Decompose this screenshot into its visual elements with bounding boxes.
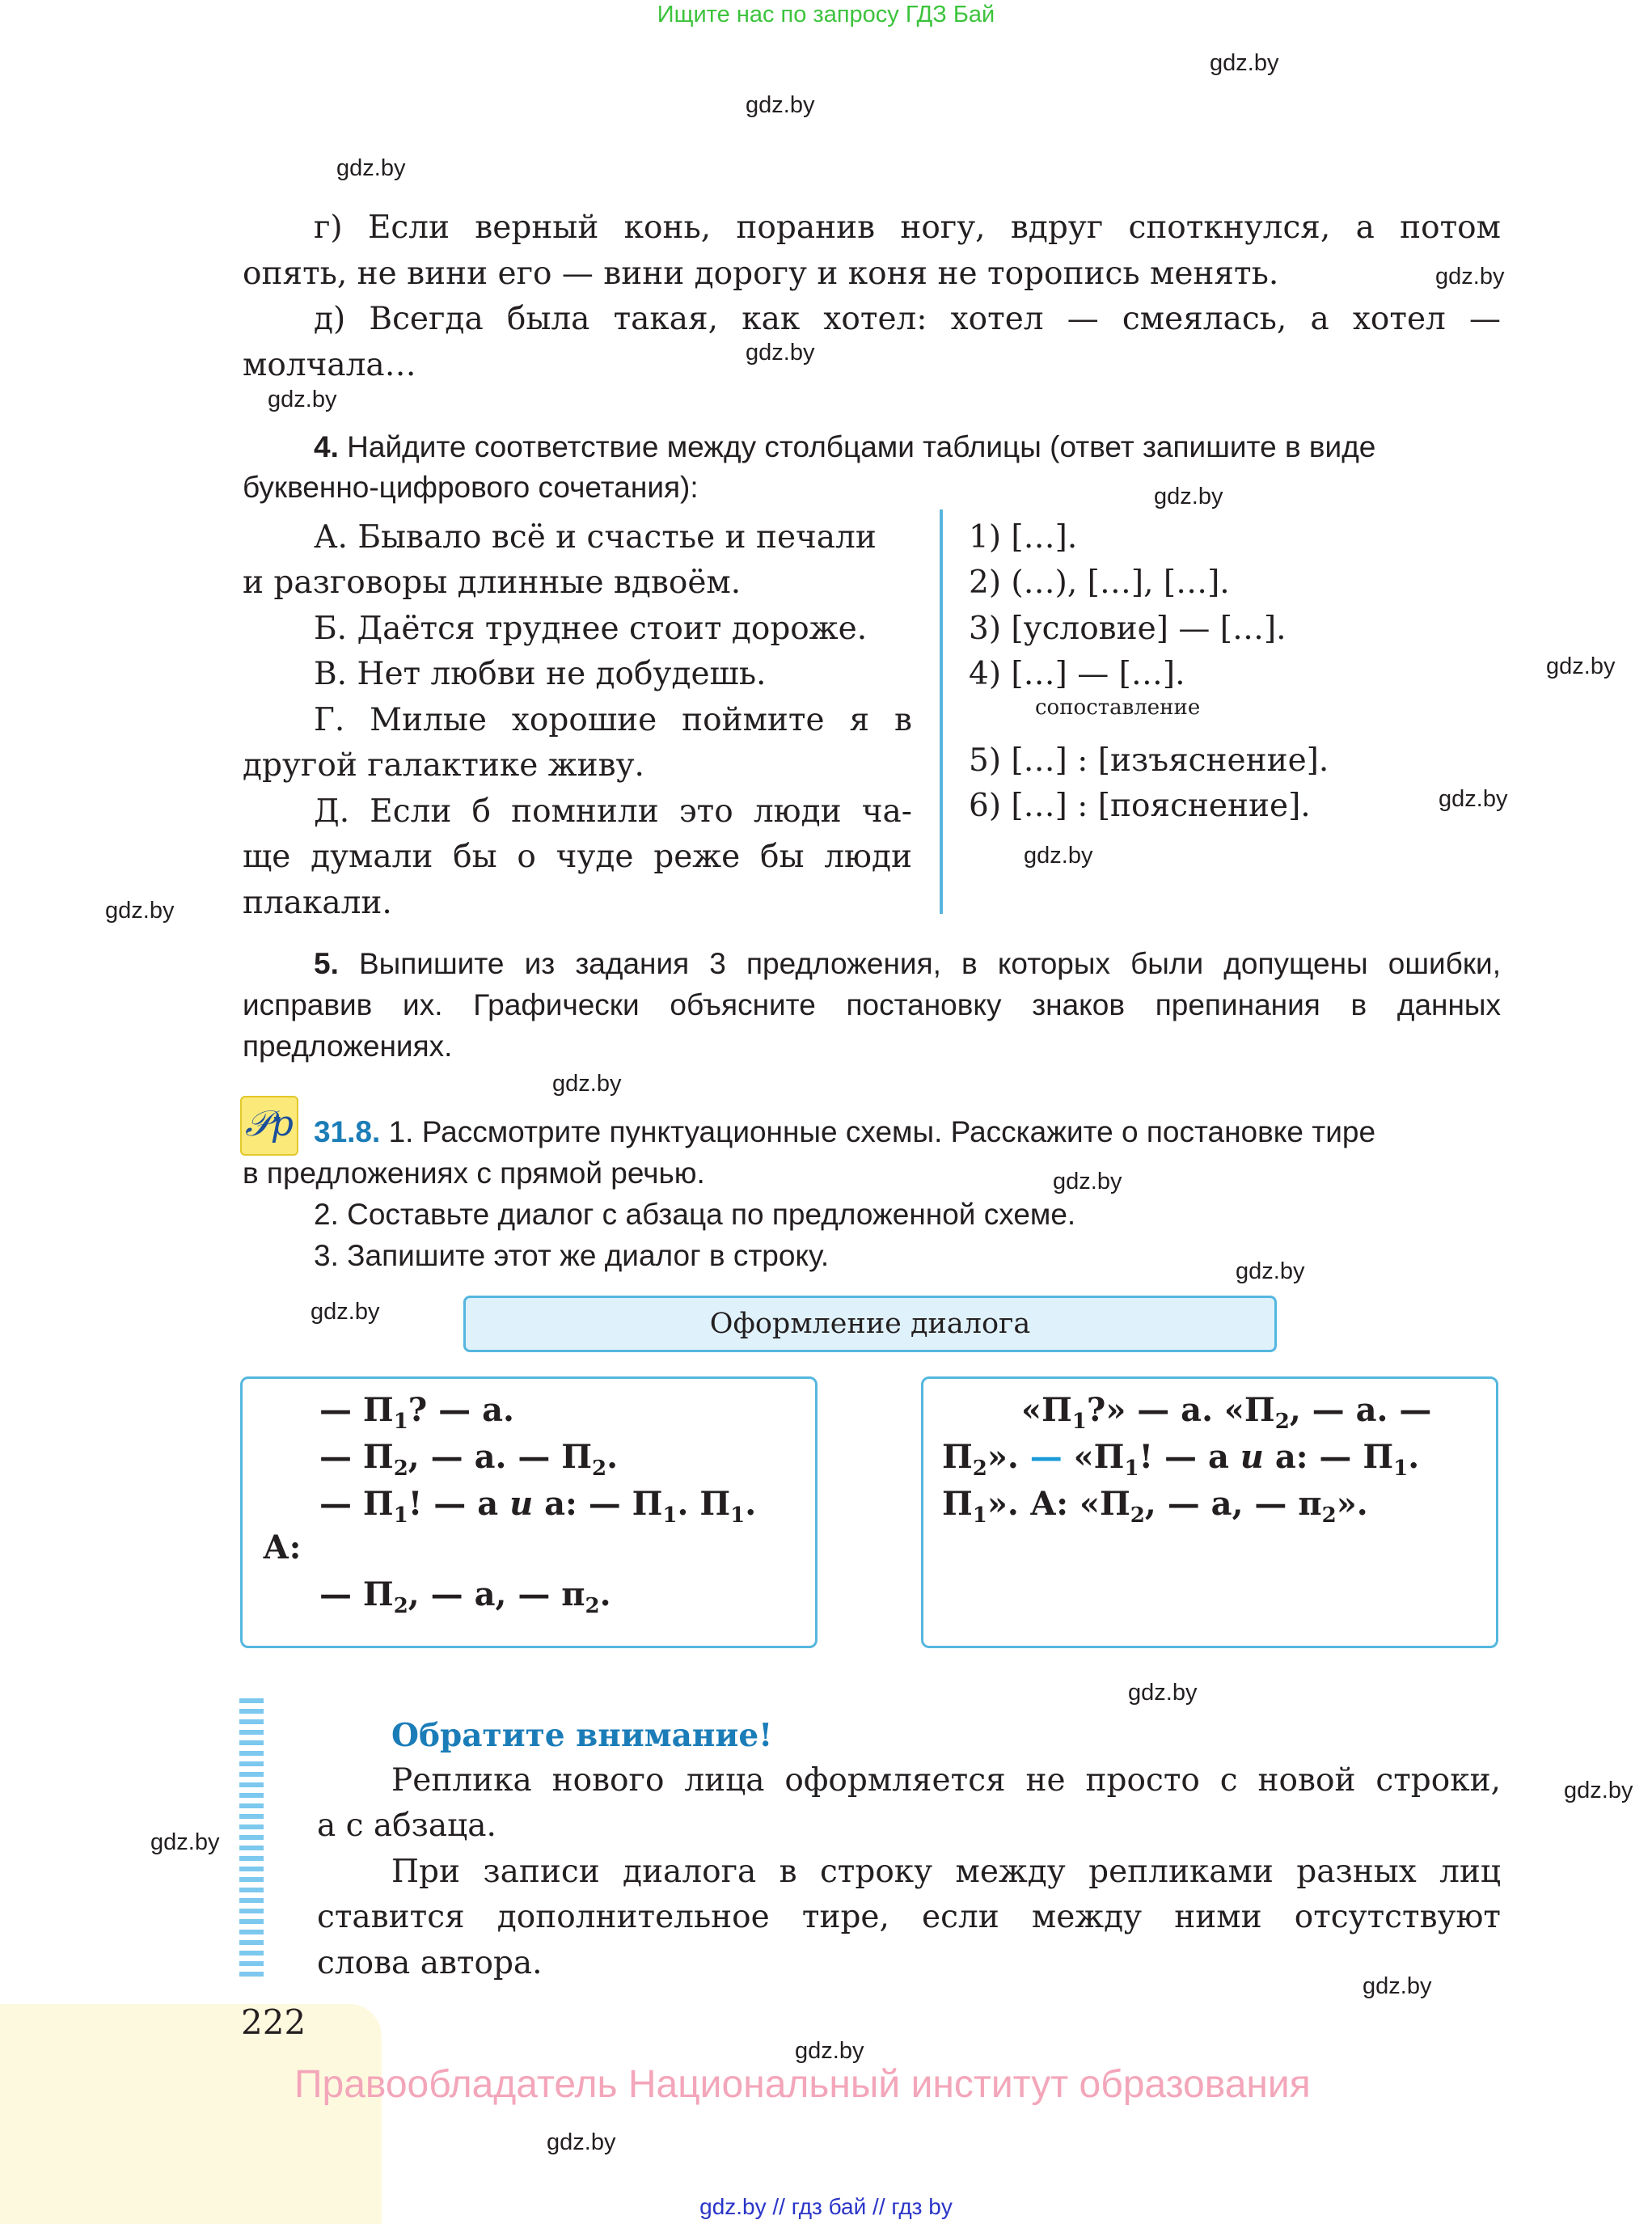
task5-text: Выпишите из задания 3 предложения, в которых были допущены ошибки, (359, 947, 1502, 980)
proverb-d-line2: молчала… (243, 347, 416, 383)
scheme-line: $П_1$». А: «$П_2$, — а, — $п_2$». (942, 1485, 1368, 1528)
watermark: gdz.by (1363, 1973, 1432, 1999)
watermark: gdz.by (552, 1071, 622, 1097)
scheme-speaker-label: А: (263, 1528, 302, 1567)
watermark: gdz.by (547, 2129, 616, 2155)
match-right-2: 2) (…), […], […]. (969, 564, 1230, 601)
watermark: gdz.by (105, 898, 175, 924)
watermark: gdz.by (268, 387, 337, 412)
task5-line1 (314, 943, 1501, 984)
page-number: 222 (241, 2002, 306, 2042)
attention-title: Обратите внимание! (391, 1717, 773, 1754)
match-left-g2: другой галактике живу. (243, 747, 644, 784)
match-left-g1: Г. Милые хорошие поймите я в (314, 702, 912, 738)
task4-text: Найдите соответствие между столбцами таблицы (ответ запишите в виде (347, 430, 1376, 463)
watermark: gdz.by (1024, 843, 1093, 869)
proverb-d-line1: д) Всегда была такая, как хотел: хотел — смеялась, а хотел — (314, 301, 1501, 337)
task5-number: 5. (314, 947, 339, 980)
match-right-4: 4) […] — […]. (969, 656, 1185, 692)
ex318-number: 31.8. (314, 1115, 381, 1148)
attention-stripes (239, 1698, 264, 1981)
match-right-3: 3) [условие] — […]. (969, 611, 1287, 647)
watermark: gdz.by (1210, 50, 1279, 76)
ex318-line4: 3. Запишите этот же диалог в строку. (314, 1239, 830, 1272)
scheme-line: — $П_2$, — а, — $п_2$. (319, 1575, 611, 1618)
attention-p2-line3: слова автора. (317, 1945, 543, 1981)
task5-line2: исправив их. Графически объясните постановку знаков препинания в данных (243, 988, 1501, 1021)
copyright-notice: Правообладатель Национальный институт образования (294, 2063, 1311, 2106)
scheme-line: $П_2$». — «$П_1$! — а и а: — $П_1$. (942, 1438, 1420, 1481)
attention-p1-line2: а с абзаца. (317, 1808, 496, 1844)
task5-line3: предложениях. (243, 1030, 453, 1063)
watermark: gdz.by (1154, 484, 1223, 509)
watermark: gdz.by (1435, 264, 1505, 290)
watermark: gdz.by (1128, 1680, 1198, 1706)
match-left-a1: А. Бывало всё и счастье и печали (314, 519, 877, 556)
watermark: gdz.by (336, 155, 406, 181)
bottom-links[interactable]: gdz.by // гдз бай // гдз by (699, 2194, 953, 2219)
match-left-b: Б. Даётся труднее стоит дороже. (314, 611, 868, 647)
watermark: gdz.by (150, 1829, 220, 1855)
watermark: gdz.by (795, 2038, 864, 2064)
ex318-line1 (314, 1111, 1501, 1152)
scheme-line: — $П_1$? — а. (319, 1391, 514, 1434)
ex318-text: 1. Рассмотрите пунктуационные схемы. Расскажите о постановке тире (388, 1115, 1376, 1148)
ex318-line3: 2. Составьте диалог с абзаца по предложенной схеме. (314, 1198, 1076, 1231)
task4-line1 (314, 426, 1501, 467)
match-left-d1: Д. Если б помнили это люди ча- (314, 793, 912, 830)
watermark: gdz.by (1564, 1778, 1633, 1803)
attention-p2-line2: ставится дополнительное тире, если между ними отсутствуют (317, 1899, 1501, 1935)
watermark: gdz.by (1236, 1258, 1305, 1284)
match-right-6: 6) […] : [пояснение]. (969, 788, 1311, 824)
dialog-title: Оформление диалога (463, 1296, 1277, 1352)
watermark: gdz.by (1439, 786, 1508, 812)
task4-line2: буквенно-цифрового сочетания): (243, 471, 699, 504)
match-right-1: 1) […]. (969, 519, 1078, 556)
attention-p1-line1: Реплика нового лица оформляется не просто с новой строки, (391, 1762, 1501, 1799)
match-left-d2: ще думали бы о чуде реже бы люди (243, 839, 912, 875)
match-right-5: 5) […] : [изъяснение]. (969, 742, 1329, 779)
ex318-line2: в предложениях с прямой речью. (243, 1156, 705, 1190)
proverb-g-line2: опять, не вини его — вини дорогу и коня не торопись менять. (243, 256, 1279, 292)
scheme-line: — $П_2$, — а. — $П_2$. (319, 1438, 619, 1481)
proverb-g-line1: г) Если верный конь, поранив ногу, вдруг споткнулся, а потом (314, 209, 1501, 246)
match-right-4-caption: сопоставление (1035, 696, 1201, 720)
scheme-line: «$П_1$?» — а. «$П_2$, — а. — (1021, 1391, 1432, 1434)
match-left-v: В. Нет любви не добудешь. (314, 656, 767, 692)
watermark: gdz.by (746, 340, 815, 366)
match-left-a2: и разговоры длинные вдвоём. (243, 564, 741, 601)
practice-icon: 𝒫p (240, 1096, 298, 1156)
attention-p2-line1: При записи диалога в строку между репликами разных лиц (391, 1854, 1501, 1890)
watermark: gdz.by (746, 92, 815, 118)
search-banner[interactable]: Ищите нас по запросу ГДЗ Бай (657, 2, 995, 27)
column-divider (940, 509, 943, 914)
watermark: gdz.by (1546, 653, 1616, 679)
scheme-line: — $П_1$! — а и а: — $П_1$. $П_1$. (319, 1485, 757, 1528)
match-left-d3: плакали. (243, 885, 392, 921)
watermark: gdz.by (1053, 1169, 1122, 1194)
footer-band (0, 2004, 382, 2224)
task4-number: 4. (314, 430, 339, 463)
watermark: gdz.by (311, 1299, 380, 1325)
